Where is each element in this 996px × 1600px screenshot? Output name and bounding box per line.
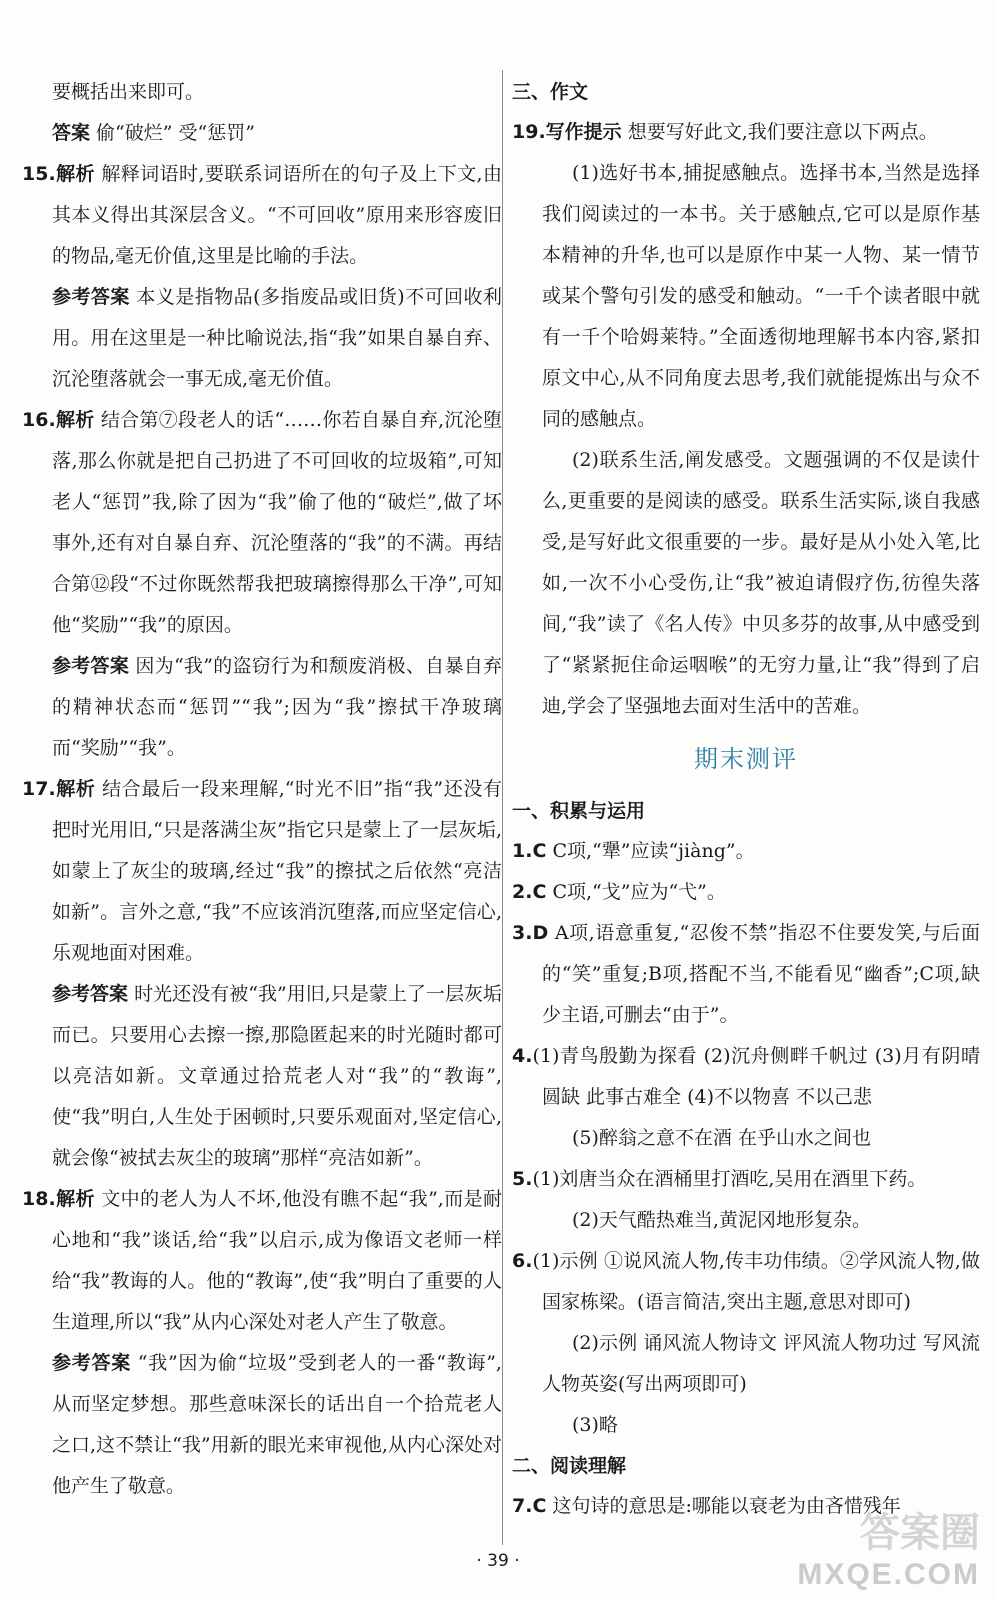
- body-text: (1)刘唐当众在酒桶里打酒吃,吴用在酒里下药。: [532, 1168, 927, 1190]
- page-number: · 39 ·: [476, 1551, 520, 1571]
- body-text: 这句诗的意思是:哪能以衰老为由吝惜残年: [546, 1495, 901, 1517]
- body-text: 结合最后一段来理解,“时光不旧”指“我”还没有把时光用旧,“只是落满尘灰”指它只是蒙上了一层灰垢,如蒙上了灰尘的玻璃,经过“我”的擦拭之后依然“亮洁如新”。言外之意,“我”不应该消沉堕落,而应坚定信心,乐观地面对困难。: [52, 778, 502, 964]
- body-text: A项,语意重复,“忍俊不禁”指忍不住要发笑,与后面的“笑”重复;B项,搭配不当,不能看见“幽香”;C项,缺少主语,可删去“由于”。: [542, 922, 980, 1026]
- question-number: 4.: [512, 1045, 533, 1067]
- text-paragraph: [512, 440, 980, 727]
- answer-label: 参考答案: [52, 983, 129, 1005]
- question-item: [22, 769, 502, 974]
- question-number: 18.: [22, 1188, 56, 1210]
- question-number: 3.: [512, 922, 533, 944]
- question-item: [512, 1159, 980, 1200]
- text-paragraph: [512, 1200, 980, 1241]
- answer-paragraph: [22, 277, 502, 400]
- answer-label: 参考答案: [52, 1352, 131, 1374]
- question-number: 7.: [512, 1495, 533, 1517]
- question-item: [512, 1241, 980, 1323]
- item-label: 解析: [55, 1188, 95, 1210]
- item-label: D: [532, 922, 549, 944]
- chapter-title: 期末测评: [694, 745, 798, 773]
- body-text: (3)略: [572, 1414, 618, 1436]
- text-paragraph: [512, 1323, 980, 1405]
- body-text: 偷“破烂” 受“惩罚”: [90, 122, 255, 144]
- body-text: 想要写好此文,我们要注意以下两点。: [621, 121, 938, 143]
- answer-label: 参考答案: [52, 286, 130, 308]
- body-text: (1)示例 ①说风流人物,传丰功伟绩。②学风流人物,做国家栋梁。(语言简洁,突出主题,意思对即可): [532, 1250, 980, 1313]
- body-text: (2)联系生活,阐发感受。文题强调的不仅是读什么,更重要的是阅读的感受。联系生活实际,谈自我感受,是写好此文很重要的一步。最好是从小处入笔,比如,一次不小心受伤,让“我”被迫请假疗伤,彷徨失落间,“我”读了《名人传》中贝多芬的故事,从中感受到了“紧紧扼住命运咽喉”的无穷力量,让“我”得到了启迪,学会了坚强地去面对生活中的苦难。: [542, 449, 980, 717]
- text-paragraph: [512, 1118, 980, 1159]
- section-heading: 二、阅读理解: [512, 1455, 627, 1477]
- body-text: 时光还没有被“我”用旧,只是蒙上了一层灰垢而已。只要用心去擦一擦,那隐匿起来的时光随时都可以亮洁如新。文章通过拾荒老人对“我”的“教诲”,使“我”明白,人生处于困顿时,只要乐观面对,坚定信心,就会像“被拭去灰尘的玻璃”那样“亮洁如新”。: [52, 983, 502, 1169]
- body-text: 文中的老人为人不坏,他没有瞧不起“我”,而是耐心地和“我”谈话,给“我”以启示,成为像语文老师一样给“我”教诲的人。他的“教诲”,使“我”明白了重要的人生道理,所以“我”从内心深处对老人产生了敬意。: [52, 1188, 502, 1333]
- section-heading: 一、积累与运用: [512, 800, 646, 822]
- section-heading: 三、作文: [512, 81, 589, 103]
- text-paragraph: [512, 1405, 980, 1446]
- body-text: 解释词语时,要联系词语所在的句子及上下文,由其本义得出其深层含义。“不可回收”原用来形容废旧的物品,毫无价值,这里是比喻的手法。: [52, 163, 502, 267]
- question-item: [22, 154, 502, 277]
- item-label: 解析: [55, 163, 95, 185]
- question-item: [512, 872, 980, 913]
- column-divider: [502, 70, 503, 1545]
- answer-paragraph: [22, 113, 502, 154]
- question-number: 19.: [512, 121, 546, 143]
- body-text: 要概括出来即可。: [52, 81, 205, 103]
- question-number: 16.: [22, 409, 56, 431]
- question-number: 17.: [22, 778, 56, 800]
- item-label: 写作提示: [545, 121, 622, 143]
- text-paragraph: [22, 72, 502, 113]
- answer-label: 答案: [52, 122, 91, 144]
- question-item: [512, 1036, 980, 1118]
- question-number: 6.: [512, 1250, 533, 1272]
- body-text: 本义是指物品(多指废品或旧货)不可回收利用。用在这里是一种比喻说法,指“我”如果自暴自弃、沉沦堕落就会一事无成,毫无价值。: [52, 286, 502, 390]
- body-text: “我”因为偷“垃圾”受到老人的一番“教诲”,从而坚定梦想。那些意味深长的话出自一个拾荒老人之口,这不禁让“我”用新的眼光来审视他,从内心深处对他产生了敬意。: [52, 1352, 502, 1497]
- watermark-logo: [797, 1501, 980, 1592]
- right-column: [512, 72, 980, 1527]
- body-text: (2)天气酷热难当,黄泥冈地形复杂。: [572, 1209, 871, 1231]
- question-number: 5.: [512, 1168, 533, 1190]
- question-item: [512, 913, 980, 1036]
- watermark-logo-url: MXQE.COM: [797, 1558, 980, 1591]
- answer-paragraph: [22, 646, 502, 769]
- body-text: (5)醉翁之意不在酒 在乎山水之间也: [572, 1127, 871, 1149]
- body-text: (2)示例 诵风流人物诗文 评风流人物功过 写风流人物英姿(写出两项即可): [542, 1332, 980, 1395]
- question-number: 15.: [22, 163, 56, 185]
- item-label: C: [532, 840, 547, 862]
- item-label: 解析: [55, 778, 96, 800]
- body-text: (1)选好书本,捕捉感触点。选择书本,当然是选择我们阅读过的一本书。关于感触点,它可以是原作基本精神的升华,也可以是原作中某一人物、某一情节或某个警句引发的感受和触动。“一千个读者眼中就有一千个哈姆莱特。”全面透彻地理解书本内容,紧扣原文中心,从不同角度去思考,我们就能提炼出与众不同的感触点。: [542, 162, 980, 430]
- body-text: 结合第⑦段老人的话“……你若自暴自弃,沉沦堕落,那么你就是把自己扔进了不可回收的垃圾箱”,可知老人“惩罚”我,除了因为“我”偷了他的“破烂”,做了坏事外,还有对自暴自弃、沉沦堕落的“我”的不满。再结合第⑫段“不过你既然帮我把玻璃擦得那么干净”,可知他“奖励”“我”的原因。: [52, 409, 502, 636]
- body-text: C项,“戈”应为“弋”。: [546, 881, 726, 903]
- answer-paragraph: [22, 1343, 502, 1507]
- question-number: 1.: [512, 840, 533, 862]
- item-label: C: [532, 881, 547, 903]
- item-label: C: [532, 1495, 547, 1517]
- question-item: [512, 112, 980, 153]
- body-text: (1)青鸟殷勤为探看 (2)沉舟侧畔千帆过 (3)月有阴晴圆缺 此事古难全 (4)不以物喜 不以己悲: [532, 1045, 980, 1108]
- watermark-logo-cn: 答案圈: [860, 1510, 980, 1556]
- answer-label: 参考答案: [52, 655, 130, 677]
- item-label: 解析: [55, 409, 95, 431]
- answer-paragraph: [22, 974, 502, 1179]
- body-text: C项,“犟”应读“jiàng”。: [546, 840, 755, 862]
- text-paragraph: [512, 153, 980, 440]
- question-item: [22, 1179, 502, 1343]
- body-text: 因为“我”的盗窃行为和颓废消极、自暴自弃的精神状态而“惩罚”“我”;因为“我”擦拭干净玻璃而“奖励”“我”。: [52, 655, 502, 759]
- question-number: 2.: [512, 881, 533, 903]
- question-item: [512, 831, 980, 872]
- question-item: [22, 400, 502, 646]
- left-column: [22, 72, 502, 1507]
